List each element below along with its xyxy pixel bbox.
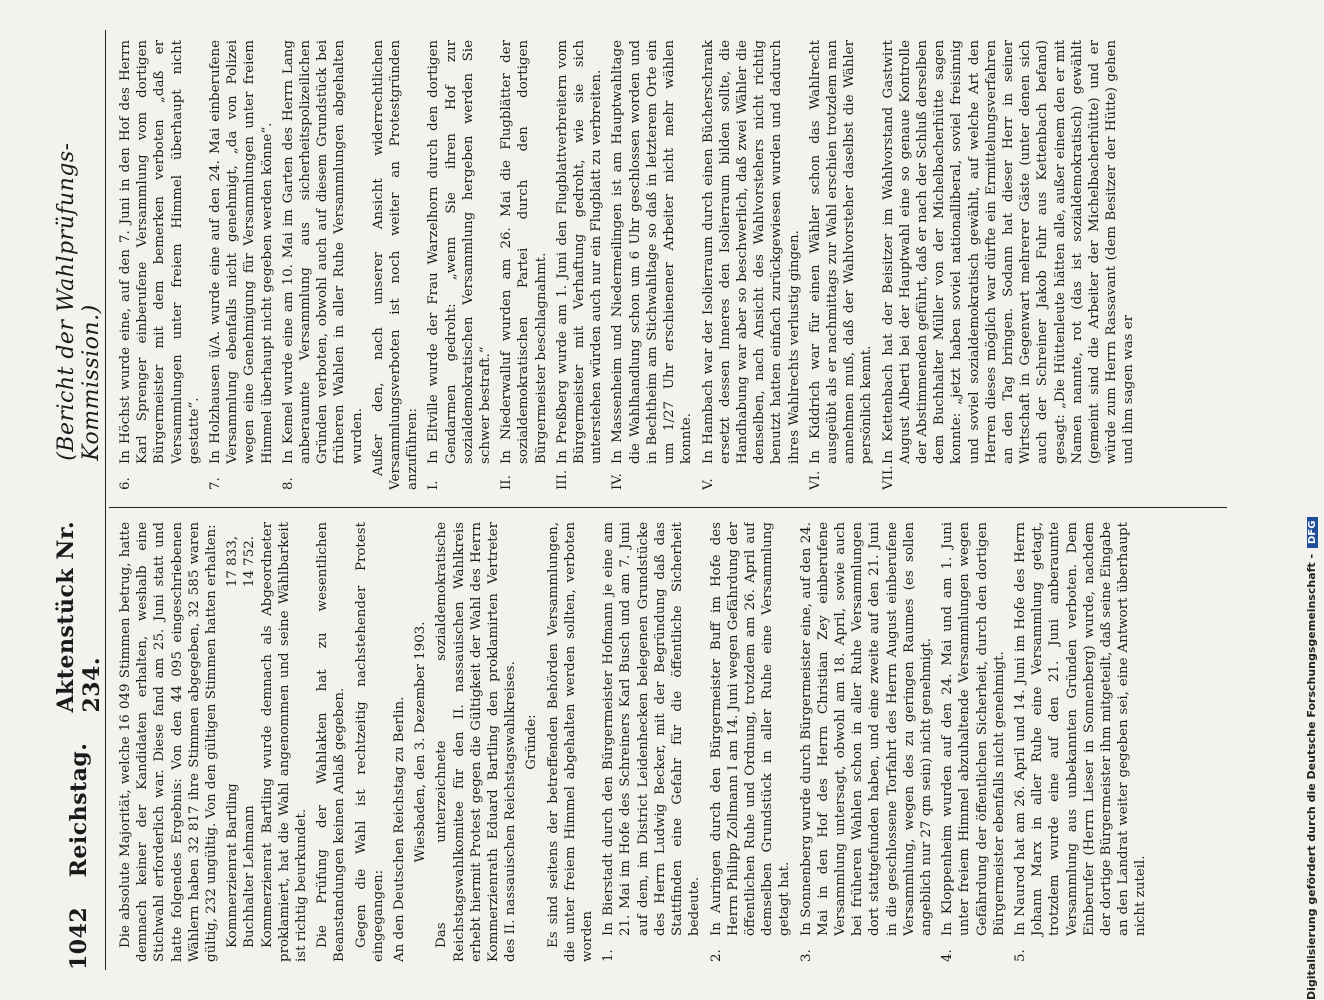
item-number: 3.	[798, 949, 814, 962]
list-item	[609, 40, 695, 490]
right-column	[117, 40, 1267, 490]
vote-count: 17 833,	[225, 536, 241, 588]
item-text: In Bierstadt durch den Bürgermeister Hofmann je eine am 21. Mai im Hofe des Schreiners Karl Busch und am 7. Juni auf dem, im District Leidenhecken belegenen Grundstücke des Herrn Ludwig Becker, mit der Begründung daß das Stattfinden eine Gefahr für die öffentliche Sicherheit bedeute.	[601, 522, 703, 936]
item-number: VII.	[880, 465, 896, 490]
paragraph: Das unterzeichnete sozialdemokratische Reichstagswahlkomitee für den II. nassauischen Wahlkreis erhebt hiermit Protest gegen die Gültigkeit der Wahl des Herrn Kommerzienrath Eduard Bartling den proklamirten Vertreter des II. nassauischen Reichstagswahlkreises.	[434, 522, 519, 962]
list-item	[280, 40, 366, 490]
item-text: In Kemel wurde eine am 10. Mai im Garten des Herrn Lang anberaumte Versammlung aus sicherheitspolizeilichen Gründen verboten, obwohl auch auf diesem Grundstück bei früheren Wahlen in aller Ruhe Versammlungen abgehalten wurden.	[280, 40, 365, 464]
item-text: In Kloppenheim wurden auf den 24. Mai und am 1. Juni unter freiem Himmel abzuhaltende Versammlungen wegen Gefährdung der öffentlichen Sicherheit, durch den dortigen Bürgermeister ebenfalls nicht genehmigt.	[940, 522, 1007, 936]
section-heading: Gründe:	[524, 714, 540, 770]
item-text: In Massenheim und Niedermeilingen ist am Hauptwahltage die Wahlhandlung schon um 6 Uhr geschlossen worden und in Bechtheim am Stichwahltage so daß in letzterem Orte ein um 1/27 Uhr erschienener Arbeiter nicht mehr wählen konnte.	[610, 40, 695, 464]
item-text: In Kiddrich war für einen Wähler schon das Wahlrecht ausgeübt als er nachmittags zur Wahl erschien trotzdem man annehmen muß, daß der Wahlvorsteher daselbst die Wähler persönlich kennt.	[807, 40, 875, 464]
item-text: In Auringen durch den Bürgermeister Buff im Hofe des Herrn Philipp Zollmann I am 14. Juni wegen Gefährdung der öffentlichen Ruhe und Ordnung, trotzdem am 26. April auf demselben Grundstück in aller Ruhe eine Versammlung getagt hat.	[708, 522, 793, 936]
item-number: II.	[499, 475, 515, 490]
item-number: 2.	[708, 949, 724, 962]
list-item	[939, 522, 1008, 962]
item-number: 6.	[118, 477, 133, 490]
paragraph: Außer den, nach unserer Ansicht widerrechtlichen Versammlungsverboten ist noch weiter an Protestgründen anzuführen:	[370, 40, 421, 490]
list-item	[1012, 522, 1150, 962]
list-item	[117, 40, 203, 490]
document-page	[37, 20, 1287, 980]
item-text: In Sonnenberg wurde durch Bürgermeister eine, auf den 24. Mai in den Hof des Herrn Christian Zey einberufene Versammlung untersagt, obwohl am 18. April, sowie auch bei früheren Wahlen schon in aller Ruhe Versammlungen dort stattgefunden haben, und eine zweite auf den 21. Juni in die geschlossene Torfahrt des Herrn August einberufene Versammlung, wegen des zu geringen Raumes (es sollen angeblich nur 27 qm sein) nicht genehmigt.	[798, 522, 934, 936]
item-text: In Preßberg wurde am 1. Juni den Flugblattverbreitern vom Bürgermeister mit Verhaftung gedroht, wie sie sich unterstehen würden auch nur ein Flugblatt zu verbreiten.	[554, 40, 605, 464]
protest-list	[600, 522, 1149, 962]
candidate-name: Kommerzienrat Bartling	[225, 783, 241, 948]
item-number: III.	[554, 469, 570, 490]
paragraph: Kommerzienrat Bartling wurde demnach als Abgeordneter proklamiert, hat die Wahl angenommen und seine Wählbarkeit ist richtig beurkundet.	[259, 522, 310, 962]
footer-text: Digitalisierung gefördert durch die Deutsche Forschungsgemeinschaft -	[1305, 553, 1318, 1000]
header-rule	[105, 30, 106, 970]
document-title: (Bericht der Wahlprüfungs-Kommission.)	[54, 142, 104, 461]
list-item	[600, 522, 703, 962]
item-number: 8.	[280, 477, 296, 490]
item-number: 1.	[601, 949, 617, 962]
item-number: VI.	[807, 470, 823, 490]
paragraph: Die Prüfung der Wahlakten hat zu wesentlichen Beanstandungen keinen Anlaß gegeben.	[315, 522, 348, 962]
list-item	[554, 40, 606, 490]
item-text: In Kettenbach hat der Beisitzer im Wahlvorstand Gastwirt August Alberti bei der Hauptwahl eine so genaue Kontrolle der Abstimmenden geführt, daß er nach der Schluß derselben dem Buchhalter Müller von der Michelbacherhütte sagen konnte: „jetzt haben soviel nationalliberal, soviel freisinnig und soviel sozialdemokratisch gewählt, auf welche Art den Herren dieses möglich war dürfte ein Ermittelungsverfahren an den Tag bringen. Sodann hat dieser Herr in seiner Wirtschaft in Gegenwart mehrerer Gäste (unter denen sich auch der Schreiner Jakob Fuhr aus Kettenbach befand) gesagt: „Die Hüttenleute hätten alle, außer einem den er mit Namen nannte, rot (das ist sozialdemokratisch) gewählt (gemeint sind die Arbeiter der Michelbacherhütte) und er würde zum Herrn Rassavant (dem Besitzer der Hütte) gehen und ihm sagen was er	[880, 40, 1137, 464]
vote-count: 14 752.	[242, 536, 258, 588]
list-item	[798, 522, 936, 962]
list-item	[498, 40, 550, 490]
list-item	[425, 40, 494, 490]
item-text: In Naurod hat am 26. April und 14. Juni im Hofe des Herrn Johann Marx in aller Ruhe eine Versammlung getagt, trotzdem wurde eine auf den 21. Juni anberaumte Versammlung aus unbekannten Gründen verboten. Dem Einberufer (Herrn Lieser in Sonnenberg) wurde, nachdem der dortige Bürgermeister ihm mitgeteilt, daß seine Eingabe an den Landrat weiter gegeben sei, eine Antwort überhaupt nicht zuteil.	[1012, 522, 1149, 936]
list-item	[700, 40, 803, 490]
footer-credit	[1305, 360, 1318, 1000]
page-number: 1042	[66, 906, 92, 970]
item-number: I.	[426, 480, 442, 490]
column-divider	[109, 507, 1227, 508]
item-number: 5.	[1012, 949, 1028, 962]
list-item	[207, 40, 276, 490]
protest-list	[425, 40, 1137, 490]
item-text: In Holzhausen ü/A. wurde eine auf den 24. Mai einberufene Versammlung ebenfalls nicht genehmigt, „da von Polizei wegen eine Genehmigung für Versammlungen unter freiem Himmel überhaupt nicht gegeben werden könne“.	[208, 40, 275, 464]
address: An den Deutschen Reichstag zu Berlin.	[392, 696, 408, 962]
document-number: Aktenstück Nr. 234.	[53, 520, 105, 713]
vote-row	[241, 522, 258, 962]
protest-list	[117, 40, 366, 490]
item-number: 4.	[940, 949, 956, 962]
item-text: In Höchst wurde eine, auf den 7. Juni in den Hof des Herrn Karl Sprenger einberufene Versammlung vom dortigen Bürgermeister mit dem bemerken verboten „daß er Versammlungen unter freiem Himmel überhaupt nicht gestatte“.	[118, 40, 202, 464]
item-number: V.	[700, 478, 716, 490]
paragraph: Es sind seitens der betreffenden Behörden Versammlungen, die unter freiem Himmel abgehalten werden sollten, verboten worden	[545, 522, 596, 962]
item-text: In Eltville wurde der Frau Warzelhorn durch den dortigen Gendarmen gedroht: „wenn Sie ihren Hof zur sozialdemokratischen Versammlung hergeben werden Sie schwer bestraft.“	[426, 40, 494, 464]
item-number: IV.	[610, 473, 626, 490]
vote-row	[224, 522, 241, 962]
paragraph: Gegen die Wahl ist rechtzeitig nachstehender Protest eingegangen:	[353, 522, 386, 962]
dateline: Wiesbaden, den 3. Dezember 1903.	[413, 621, 429, 863]
item-text: In Hambach war der Isolierraum durch einen Bücherschrank ersetzt dessen Inneres den Isolierraum bilden sollte, die Handhabung war aber so beschwerlich, daß zwei Wähler die denselben, nach Ansicht des Wahlvorstehers nicht richtig benutzt hatten einfach zurückgewiesen wurden und dadurch ihres Wahlrechts verlustig gingen.	[700, 40, 802, 464]
page-header	[53, 30, 105, 970]
list-item	[807, 40, 876, 490]
paragraph: Die absolute Majorität, welche 16 049 Stimmen betrug, hatte demnach keiner der Kandidaten erhalten, weshalb eine Stichwahl erforderlich war. Diese fand am 25. Juni statt und hatte folgendes Ergebnis: Von den 44 095 eingeschriebenen Wählern haben 32 817 ihre Stimmen abgegeben, 32 585 waren gültig, 232 ungültig. Von den gültigen Stimmen hatten erhalten:	[118, 522, 220, 962]
item-text: In Niederwalluf wurden am 26. Mai die Flugblätter der sozialdemokratischen Partei durch den dortigen Bürgermeister beschlagnahmt.	[499, 40, 549, 464]
journal-name: Reichstag.	[66, 742, 92, 878]
item-number: 7.	[208, 477, 224, 490]
candidate-name: Buchhalter Lehmann	[242, 805, 258, 948]
list-item	[880, 40, 1138, 490]
dfg-logo: DFG	[1307, 517, 1318, 548]
list-item	[708, 522, 794, 962]
left-column	[117, 522, 1267, 962]
